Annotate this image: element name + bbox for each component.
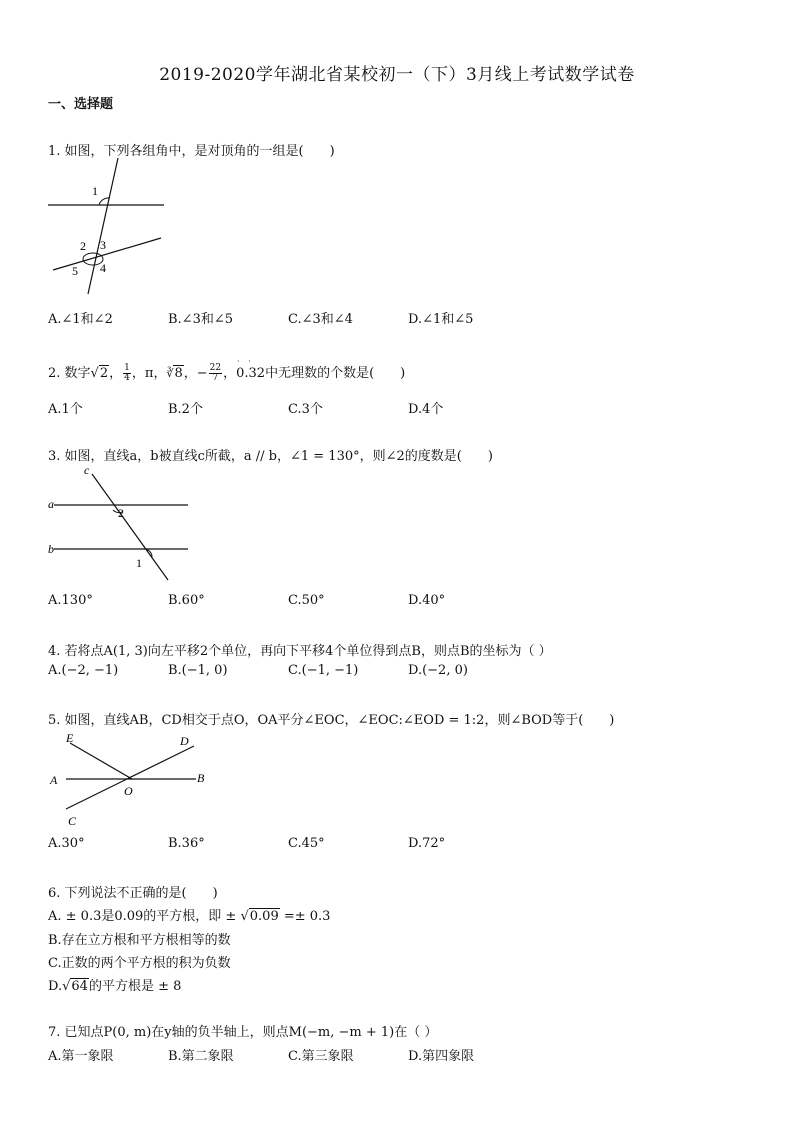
q5-label-d: D [180, 734, 189, 748]
q3-option-b: B.60° [168, 593, 205, 608]
q5-ray-oe [70, 743, 132, 779]
q2-option-c: C.3个 [288, 402, 323, 417]
q1-label-1: 1 [92, 184, 98, 198]
q2-fraction-1-4 [123, 364, 131, 383]
q6-d-sqrt-sign: √ [62, 979, 71, 994]
q2-frac-num: 1 [124, 363, 130, 373]
q3-line-c [92, 474, 168, 580]
q5-label-o: O [124, 784, 133, 798]
q6-option-a [48, 905, 330, 924]
q6-option-d [48, 975, 181, 994]
q4-option-a: A.(−2, −1) [48, 663, 119, 678]
q7-option-c: C.第三象限 [288, 1049, 354, 1064]
q7-option-d: D.第四象限 [408, 1049, 475, 1064]
q6-d-radicand: 64 [71, 979, 88, 994]
q5-option-a: A.30° [48, 836, 85, 851]
q2-rest: ，0.32中无理数的个数是( ) [223, 366, 406, 381]
q6-d-suffix: 的平方根是 ± 8 [88, 979, 182, 994]
q2-prefix: 2. 数字 [48, 366, 91, 381]
question-5-figure [44, 728, 214, 830]
q1-label-2: 2 [80, 239, 86, 253]
question-4-text: 4. 若将点A(1, 3)向左平移2个单位，再向下平移4个单位得到点B，则点B的坐标为（ ） [48, 644, 552, 659]
section-heading: 一、选择题 [48, 97, 114, 112]
q1-label-5: 5 [72, 264, 78, 278]
q4-option-d: D.(−2, 0) [408, 663, 468, 678]
question-3-figure [44, 462, 194, 584]
q1-option-c: C.∠3和∠4 [288, 312, 353, 327]
q3-option-a: A.130° [48, 593, 93, 608]
q7-option-b: B.第二象限 [168, 1049, 234, 1064]
q7-option-a: A.第一象限 [48, 1049, 114, 1064]
q1-label-4: 4 [100, 261, 106, 275]
q2-frac-den: 4 [124, 373, 130, 383]
q3-option-d: D.40° [408, 593, 446, 608]
q6-a-radicand: 0.09 [249, 909, 279, 924]
q6-option-c: C.正数的两个平方根的积为负数 [48, 956, 231, 971]
q2-cbrt-radicand: 8 [174, 366, 183, 381]
q5-label-a: A [50, 773, 58, 787]
q2-option-b: B.2个 [168, 402, 203, 417]
q5-label-b: B [197, 771, 205, 785]
q1-option-b: B.∠3和∠5 [168, 312, 234, 327]
question-3-text: 3. 如图，直线a，b被直线c所截，a // b，∠1 = 130°，则∠2的度数是( ) [48, 449, 493, 464]
q6-d-prefix: D. [48, 979, 63, 994]
q2-sep-1: ， [109, 366, 123, 381]
q2-cbrt-sign: ∛ [166, 367, 174, 380]
question-7-text: 7. 已知点P(0, m)在y轴的负半轴上，则点M(−m, −m + 1)在（ ） [48, 1025, 438, 1040]
q1-label-3: 3 [100, 238, 106, 252]
q2-frac2-num: 22 [209, 363, 222, 373]
q3-label-a: a [48, 497, 54, 511]
q2-fraction-22-7 [209, 364, 222, 383]
question-2-text [48, 362, 405, 383]
q2-sqrt-radicand: 2 [99, 366, 109, 381]
q5-option-b: B.36° [168, 836, 205, 851]
q2-option-d: D.4个 [408, 402, 444, 417]
page-title: 2019-2020学年湖北省某校初一（下）3月线上考试数学试卷 [159, 65, 635, 85]
q2-sqrt-sign: √ [90, 366, 99, 381]
q6-a-suffix: =± 0.3 [279, 909, 331, 924]
q3-option-c: C.50° [288, 593, 325, 608]
q5-label-c: C [68, 814, 77, 828]
q1-slanted-line [53, 238, 161, 270]
q4-option-b: B.(−1, 0) [168, 663, 228, 678]
q2-sep-2: ， [131, 366, 145, 381]
q2-sep-4: ， [183, 366, 197, 381]
question-1-text: 1. 如图，下列各组角中，是对顶角的一组是( ) [48, 144, 335, 159]
q2-sep-3: ， [153, 366, 167, 381]
q3-label-1: 1 [136, 556, 142, 570]
q2-option-a: A.1个 [48, 402, 83, 417]
question-5-text: 5. 如图，直线AB，CD相交于点O，OA平分∠EOC，∠EOC:∠EOD = 1:2，则∠BOD等于( ) [48, 713, 615, 728]
q2-pi: π [144, 366, 154, 381]
q2-frac2-den: 7 [212, 373, 219, 383]
q6-a-sqrt-sign: √ [240, 909, 249, 924]
q5-option-d: D.72° [408, 836, 446, 851]
q3-label-c: c [84, 463, 90, 477]
q6-a-prefix: A. ± 0.3是0.09的平方根，即 ± [48, 909, 241, 924]
q5-option-c: C.45° [288, 836, 325, 851]
q5-label-e: E [66, 731, 74, 745]
question-1-figure [44, 152, 174, 302]
q3-label-2: 2 [118, 506, 124, 520]
q2-neg-sign: − [196, 366, 208, 381]
q1-option-a: A.∠1和∠2 [48, 312, 113, 327]
q3-label-b: b [48, 542, 54, 556]
q1-option-d: D.∠1和∠5 [408, 312, 474, 327]
q2-repeating-dots: · · [237, 357, 254, 366]
q6-option-b: B.存在立方根和平方根相等的数 [48, 933, 231, 948]
question-6-text: 6. 下列说法不正确的是( ) [48, 886, 218, 901]
q4-option-c: C.(−1, −1) [288, 663, 359, 678]
